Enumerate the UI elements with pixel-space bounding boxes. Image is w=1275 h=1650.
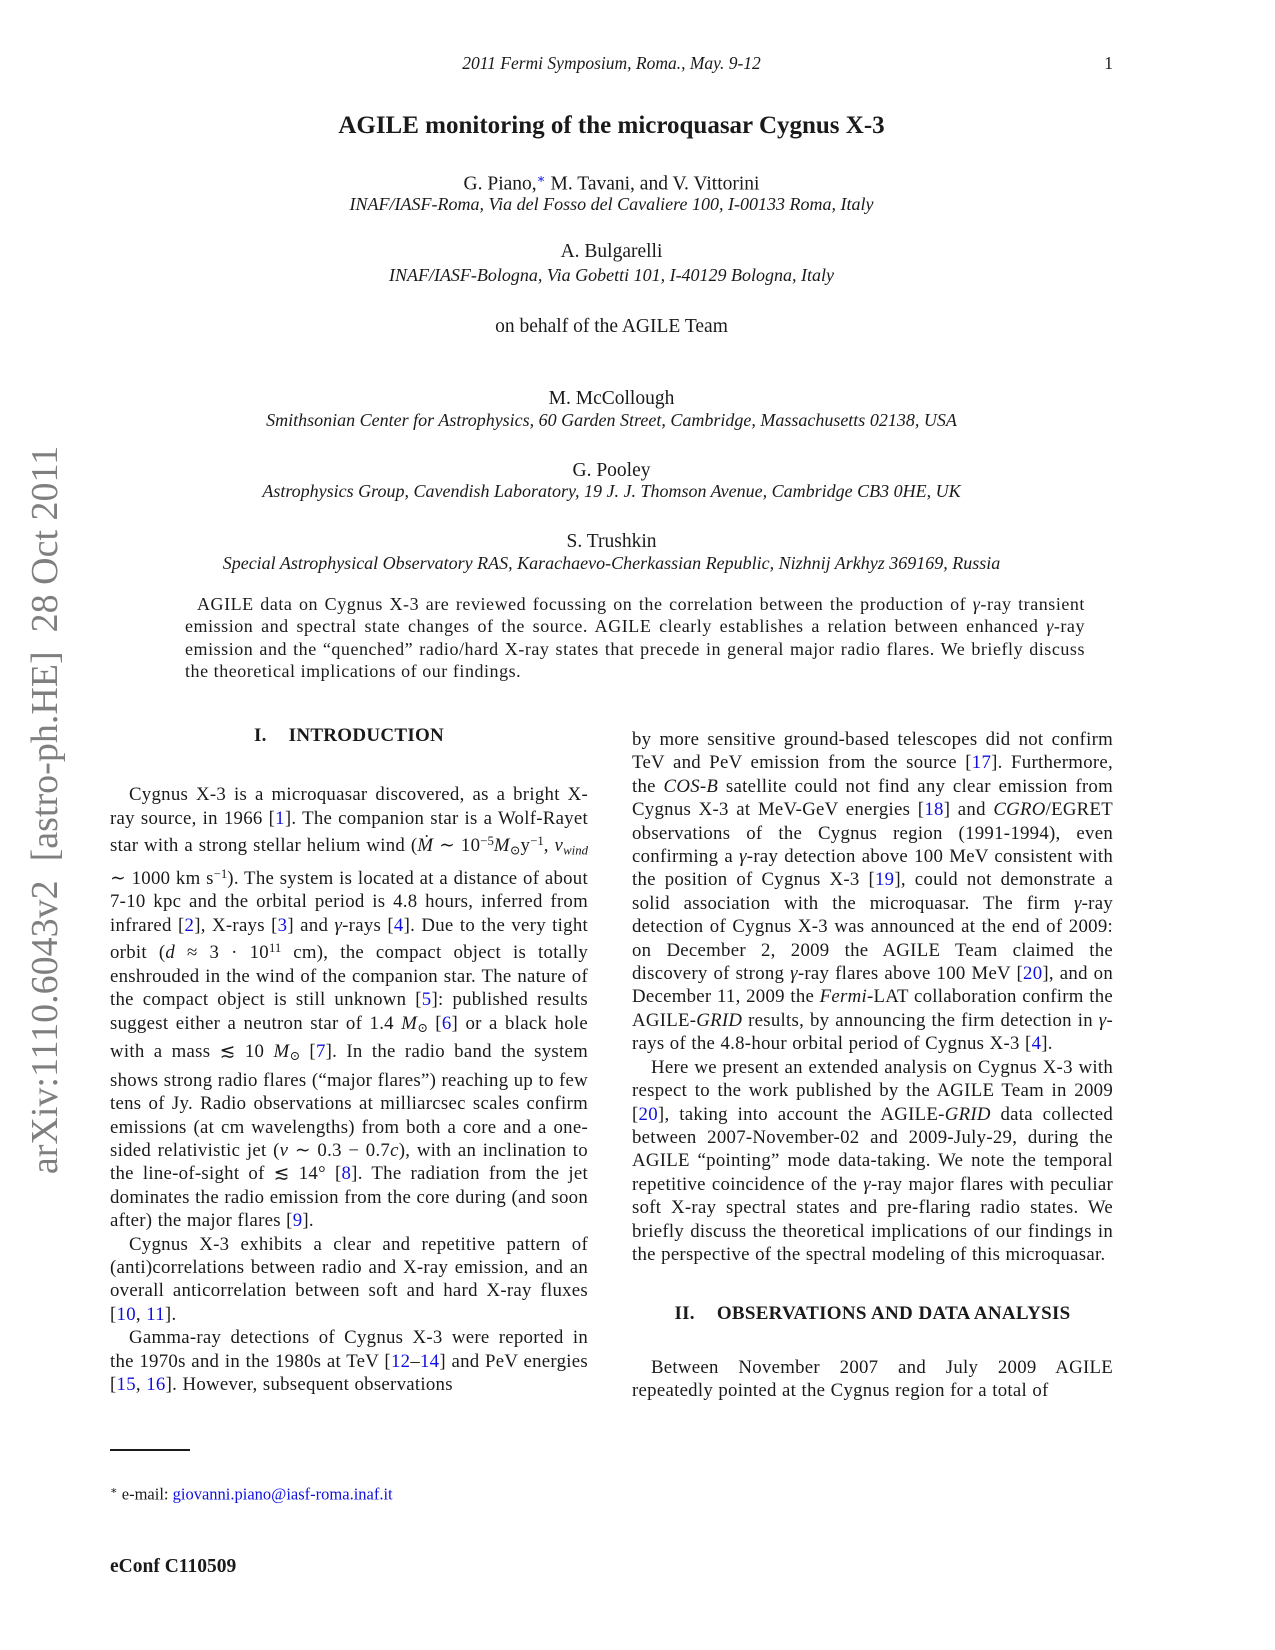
italic-text: γ — [334, 914, 343, 936]
footnote-rule — [110, 1449, 190, 1451]
text-run: ], could not demonstrate a solid association with the microquasar. The firm — [632, 869, 1113, 914]
author-line-3 — [110, 388, 1113, 410]
author-line-2 — [110, 241, 1113, 263]
section-title: OBSERVATIONS AND DATA ANALYSIS — [716, 1303, 1071, 1325]
text-run: – — [410, 1350, 420, 1372]
italic-text: v — [554, 835, 564, 857]
citation-link[interactable]: 19 — [875, 869, 895, 891]
text-run: G. Piano, — [463, 173, 537, 195]
text-run: cm), the compact object is totally enshrouded in the wind of the companion star. The nature of the compact object is still unknown [ — [110, 942, 588, 1011]
citation-link[interactable]: 20 — [638, 1103, 658, 1125]
text-run: -ray detection above 100 MeV consistent with the position of Cygnus X-3 [ — [632, 846, 1113, 891]
citation-link[interactable]: 6 — [441, 1012, 452, 1034]
italic-text: Fermi — [819, 986, 867, 1008]
text-run: -ray flares above 100 MeV [ — [797, 963, 1024, 985]
italic-text: c — [390, 1140, 399, 1162]
intro-paragraph-1 — [110, 783, 588, 1232]
text-run: [ — [300, 1041, 316, 1063]
intro-paragraph-3 — [110, 1326, 588, 1396]
conference-title: 2011 Fermi Symposium, Roma., May. 9-12 — [462, 53, 761, 73]
affiliation-1: INAF/IASF-Roma, Via del Fosso del Cavaliere 100, I-00133 Roma, Italy — [349, 194, 874, 214]
text-run: M. McCollough — [548, 388, 675, 409]
text-run: ] and — [287, 914, 335, 936]
text-run: -rays of the 4.8-hour orbital period of Cygnus X-3 [ — [632, 1009, 1113, 1055]
text-run: Between November 2007 and July 2009 AGILE repeatedly pointed at the Cygnus region for a total of — [632, 1356, 1113, 1402]
abstract — [185, 593, 1085, 682]
italic-text: CGRO — [993, 799, 1046, 821]
italic-text: γ — [790, 963, 798, 985]
subscript: ⊙ — [509, 843, 521, 858]
text-run: ]. — [302, 1210, 314, 1232]
text-run: ]. In the radio band the system shows strong radio flares (“major flares”) reaching up to few tens of Jy. Radio observations at milliarcsec scales confirm emissions (at cm wavelengths) from both a core and a one-sided relativistic jet ( — [110, 1041, 588, 1162]
text-run: -rays [ — [342, 914, 394, 936]
italic-text: d — [165, 942, 176, 964]
italic-text: v — [279, 1140, 289, 1162]
text-run: M. Tavani, and V. Vittorini — [545, 173, 760, 195]
citation-link[interactable]: 17 — [971, 752, 992, 774]
text-run: results, by announcing the firm detection in — [742, 1009, 1099, 1031]
italic-text: γ — [1073, 892, 1082, 914]
text-run: , — [543, 835, 555, 857]
text-run: ]. The radiation from the jet dominates the radio emission from the core during (and soon after) the major flares [ — [110, 1163, 589, 1232]
superscript: 11 — [268, 941, 282, 956]
text-run: /EGRET observations of the Cygnus region (1991-1994), even confirming a — [632, 799, 1113, 868]
italic-text: γ — [863, 1173, 871, 1195]
citation-link[interactable]: 10 — [116, 1303, 136, 1325]
italic-text: γ — [972, 594, 981, 614]
text-run: ] and — [943, 799, 994, 821]
text-run: ∼ 1000 km s — [110, 868, 214, 890]
citation-link[interactable]: 3 — [277, 914, 288, 936]
citation-link[interactable]: 14 — [420, 1350, 440, 1372]
subscript: ⊙ — [417, 1020, 428, 1035]
page-number: 1 — [1104, 53, 1113, 73]
subscript: wind — [563, 843, 588, 858]
text-run: ]. The companion star is a Wolf-Rayet star with a strong stellar helium wind ( — [110, 807, 588, 857]
affiliation-3: Smithsonian Center for Astrophysics, 60 Garden Street, Cambridge, Massachusetts 02138, USA — [266, 410, 957, 430]
citation-link[interactable]: 15 — [116, 1374, 136, 1396]
affiliation-4: Astrophysics Group, Cavendish Laboratory, 19 J. J. Thomson Avenue, Cambridge CB3 0HE, UK — [262, 481, 961, 501]
footnote-email — [110, 1484, 588, 1504]
text-run: Gamma-ray detections of Cygnus X-3 were reported in the 1970s and in the 1980s at TeV [ — [110, 1327, 588, 1372]
text-run: ). The system is located at a distance of about 7-10 kpc and the orbital period is 4.8 hours, inferred from infrared [ — [110, 868, 588, 936]
text-run: A. Bulgarelli — [560, 241, 663, 262]
arxiv-watermark: arXiv:1110.6043v2 [astro-ph.HE] 28 Oct 2011 — [24, 445, 66, 1175]
citation-link[interactable]: 20 — [1023, 963, 1043, 985]
text-run: data collected between 2007-November-02 and 2009-July-29, during the AGILE “pointing” mode data-taking. We note the temporal repetitive coincidence of the — [632, 1103, 1113, 1195]
superscript: ∗ — [110, 1485, 118, 1497]
text-run: -ray transient emission and spectral state changes of the source. AGILE clearly establishes a relation between enhanced — [185, 594, 1085, 637]
text-run: ∼ 0.3 − 0.7 — [288, 1140, 391, 1162]
left-column — [110, 722, 588, 1397]
text-run: ], and on December 11, 2009 the — [632, 963, 1114, 1008]
text-run: -ray emission and the “quenched” radio/hard X-ray states that precede in general major radio flares. We briefly discuss the theoretical implications of our findings. — [185, 616, 1085, 681]
text-run: ]. However, subsequent observations — [165, 1374, 453, 1396]
text-run: ), with an inclination to the line-of-sight of ≲ 14° [ — [110, 1140, 588, 1185]
text-run: satellite could not find any clear emission from Cygnus X-3 at MeV-GeV energies [ — [632, 775, 1113, 821]
citation-link[interactable]: 2 — [184, 914, 195, 936]
superscript: −1 — [213, 866, 228, 881]
text-run: , — [135, 1303, 147, 1325]
paper-title: AGILE monitoring of the microquasar Cygnus X-3 — [338, 112, 885, 139]
text-run: ]: published results suggest either a neutron star of 1.4 — [110, 989, 588, 1034]
superscript: −1 — [530, 834, 544, 849]
text-run: ], X-rays [ — [194, 914, 278, 936]
citation-link[interactable]: 5 — [421, 989, 432, 1011]
citation-link[interactable]: 12 — [390, 1350, 411, 1372]
collaboration-note: on behalf of the AGILE Team — [495, 316, 728, 337]
text-run: Cygnus X-3 exhibits a clear and repetitive pattern of (anti)correlations between radio and X-ray emission, and an overall anticorrelation between soft and hard X-ray fluxes [ — [110, 1233, 588, 1325]
section-number: I. — [253, 725, 267, 746]
author-line-5 — [110, 531, 1113, 553]
text-run: Here we present an extended analysis on Cygnus X-3 with respect to the work published by the AGILE Team in 2009 [ — [632, 1056, 1113, 1125]
italic-text: M — [493, 835, 510, 857]
citation-link[interactable]: 8 — [341, 1163, 352, 1185]
text-run: ] or a black hole with a mass ≲ 10 — [110, 1012, 588, 1063]
author-footnote-mark[interactable]: ∗ — [536, 171, 546, 186]
italic-text: Ṁ — [417, 835, 434, 857]
italic-text: GRID — [944, 1103, 991, 1125]
text-run: ] and PeV energies [ — [110, 1350, 588, 1396]
running-header — [110, 53, 1113, 74]
section-title: INTRODUCTION — [288, 725, 445, 746]
text-run: ]. — [1041, 1033, 1053, 1055]
econf-id: eConf C110509 — [110, 1556, 237, 1577]
text-run: -LAT collaboration confirm the AGILE- — [632, 986, 1114, 1031]
observations-paragraph-1 — [632, 1356, 1113, 1403]
text-run: ]. Furthermore, the — [632, 752, 1113, 797]
text-run: ≈ 3 · 10 — [175, 942, 269, 964]
italic-text: γ — [739, 846, 747, 868]
italic-text: COS-B — [663, 775, 719, 797]
citation-link[interactable]: 11 — [146, 1303, 165, 1325]
text-run: by more sensitive ground-based telescopes did not confirm TeV and PeV emission from the source [ — [632, 729, 1113, 774]
section-number: II. — [674, 1303, 695, 1325]
text-run: G. Pooley — [572, 460, 651, 481]
text-run: ∼ 10 — [433, 835, 481, 857]
text-run: [ — [427, 1012, 442, 1034]
text-run: AGILE data on Cygnus X-3 are reviewed focussing on the correlation between the production of — [197, 594, 973, 614]
citation-link[interactable]: 4 — [1031, 1033, 1042, 1055]
body-paragraph-2 — [632, 1056, 1113, 1267]
text-run: S. Trushkin — [566, 531, 657, 552]
italic-text: M — [401, 1012, 418, 1034]
text-run: y — [520, 835, 531, 857]
author-line-4 — [110, 460, 1113, 482]
italic-text: γ — [1046, 616, 1054, 637]
superscript: −5 — [480, 834, 494, 849]
italic-text: γ — [1098, 1009, 1107, 1031]
citation-link[interactable]: 1 — [275, 807, 285, 829]
citation-link[interactable]: 7 — [315, 1041, 326, 1063]
intro-paragraph-2 — [110, 1233, 588, 1327]
affiliation-5: Special Astrophysical Observatory RAS, Karachaevo-Cherkassian Republic, Nizhnij Arkhyz 369169, Russia — [222, 553, 1001, 573]
section-heading-observations — [642, 1302, 1103, 1325]
author-line-1 — [110, 171, 1113, 195]
italic-text: GRID — [696, 1009, 743, 1031]
text-run: , — [135, 1374, 147, 1396]
subscript: ⊙ — [289, 1049, 301, 1064]
text-run: Cygnus X-3 is a microquasar discovered, as a bright X-ray source, in 1966 [ — [110, 784, 588, 829]
text-run: ]. Due to the very tight orbit ( — [110, 914, 588, 964]
text-run: e-mail: — [117, 1484, 173, 1504]
italic-text: M — [273, 1041, 290, 1063]
citation-link[interactable]: 9 — [292, 1210, 303, 1232]
email-link[interactable]: giovanni.piano@iasf-roma.inaf.it — [172, 1484, 393, 1504]
body-paragraph-continued — [632, 728, 1113, 1056]
citation-link[interactable]: 18 — [924, 799, 944, 821]
right-column — [632, 722, 1113, 1403]
text-run: -ray detection of Cygnus X-3 was announced at the end of 2009: on December 2, 2009 the AGILE Team claimed the discovery of strong — [632, 892, 1113, 985]
text-run: -ray major flares with peculiar soft X-ray spectral states and pre-flaring radio states. We briefly discuss the theoretical implications of our findings in the perspective of the spectral modeling of this microquasar. — [632, 1173, 1113, 1265]
citation-link[interactable]: 4 — [393, 914, 404, 936]
text-run: ]. — [164, 1303, 177, 1325]
citation-link[interactable]: 16 — [146, 1374, 166, 1396]
section-heading-introduction — [110, 724, 588, 747]
affiliation-2: INAF/IASF-Bologna, Via Gobetti 101, I-40129 Bologna, Italy — [388, 265, 835, 285]
text-run: ], taking into account the AGILE- — [657, 1103, 945, 1125]
